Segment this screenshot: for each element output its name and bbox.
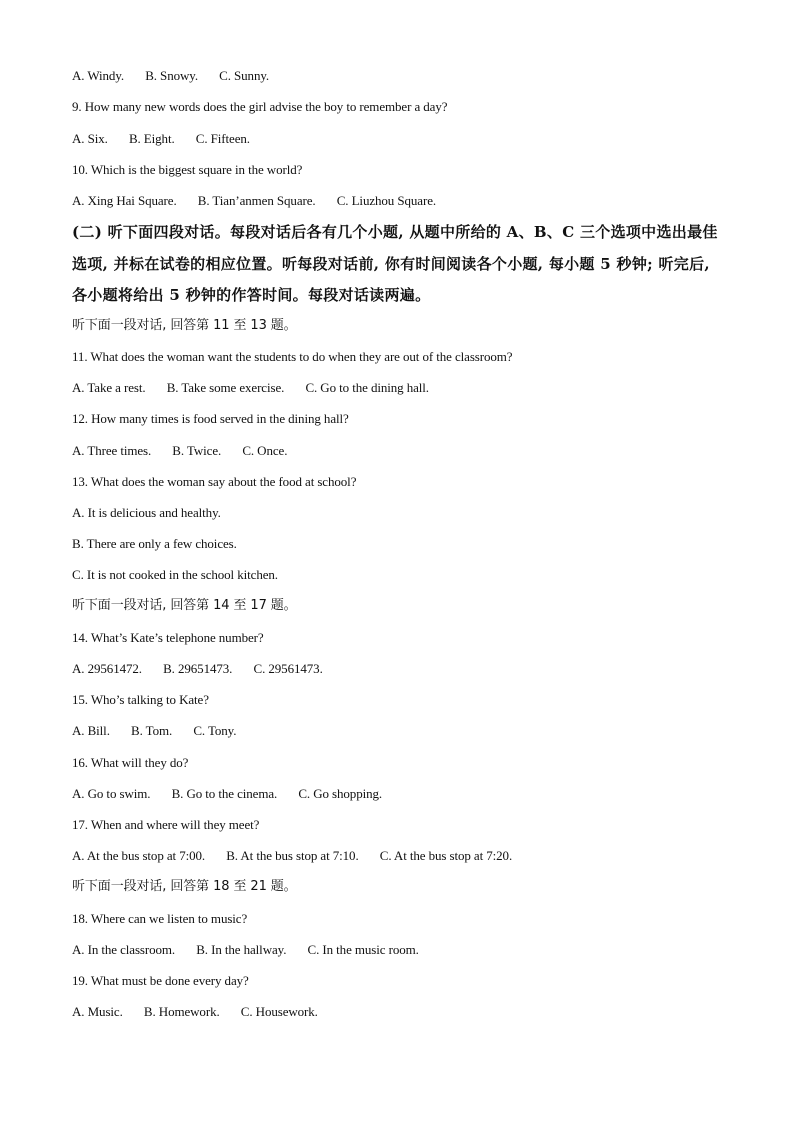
- q12-option-c: C. Once.: [242, 443, 288, 458]
- section-2-instructions: (二) 听下面四段对话。每段对话后各有几个小题, 从题中所给的 A、B、C 三个选项中选出最佳选项, 并标在试卷的相应位置。听每段对话前, 你有时间阅读各个小题, 每小题 5 秒钟; 听完后, 各小题将给出 5 秒钟的作答时间。每段对话读两遍。: [72, 223, 718, 304]
- q17-option-a: A. At the bus stop at 7:00.: [72, 848, 206, 863]
- q18-option-a: A. In the classroom.: [72, 942, 176, 957]
- q11-option-c: C. Go to the dining hall.: [305, 380, 429, 395]
- q10-option-c: C. Liuzhou Square.: [336, 193, 437, 208]
- q17-question: 17. When and where will they meet?: [72, 817, 260, 832]
- q13-option-c: C. It is not cooked in the school kitchen.: [72, 567, 278, 582]
- q19-options: [72, 1004, 318, 1020]
- q9-option-b: B. Eight.: [128, 131, 175, 146]
- dialog-a-intro: 听下面一段对话, 回答第 11 至 13 题。: [72, 318, 297, 333]
- dialog-c-intro: 听下面一段对话, 回答第 18 至 21 题。: [72, 879, 297, 894]
- q11-question: 11. What does the woman want the students to do when they are out of the classroom?: [72, 349, 513, 364]
- q12-option-b: B. Twice.: [172, 443, 222, 458]
- q19-question: 19. What must be done every day?: [72, 973, 249, 988]
- q16-option-b: B. Go to the cinema.: [171, 786, 278, 801]
- q8-options: [72, 68, 269, 84]
- q14-options: [72, 661, 323, 677]
- q13-option-a: A. It is delicious and healthy.: [72, 505, 221, 520]
- q15-question: 15. Who’s talking to Kate?: [72, 692, 209, 707]
- q15-option-a: A. Bill.: [72, 723, 110, 738]
- q10-question: 10. Which is the biggest square in the world?: [72, 162, 303, 177]
- q10-option-b: B. Tian’anmen Square.: [197, 193, 316, 208]
- q11-options: [72, 380, 429, 396]
- q19-option-c: C. Housework.: [240, 1004, 318, 1019]
- q12-question: 12. How many times is food served in the dining hall?: [72, 411, 349, 426]
- q16-question: 16. What will they do?: [72, 755, 189, 770]
- q14-option-a: A. 29561472.: [72, 661, 142, 676]
- q8-option-b: B. Snowy.: [145, 68, 198, 83]
- q9-question: 9. How many new words does the girl advise the boy to remember a day?: [72, 99, 448, 114]
- q17-option-b: B. At the bus stop at 7:10.: [226, 848, 359, 863]
- q18-options: [72, 942, 419, 958]
- q17-option-c: C. At the bus stop at 7:20.: [379, 848, 513, 863]
- dialog-b-intro: 听下面一段对话, 回答第 14 至 17 题。: [72, 598, 297, 613]
- q18-option-c: C. In the music room.: [307, 942, 419, 957]
- q14-option-c: C. 29561473.: [253, 661, 323, 676]
- q15-options: [72, 723, 236, 739]
- q16-option-c: C. Go shopping.: [298, 786, 383, 801]
- q16-options: [72, 786, 382, 802]
- q16-option-a: A. Go to swim.: [72, 786, 151, 801]
- q19-option-b: B. Homework.: [143, 1004, 220, 1019]
- q18-option-b: B. In the hallway.: [196, 942, 287, 957]
- q8-option-a: A. Windy.: [72, 68, 125, 83]
- q12-option-a: A. Three times.: [72, 443, 152, 458]
- q9-options: [72, 131, 250, 147]
- q11-option-b: B. Take some exercise.: [166, 380, 285, 395]
- q12-options: [72, 443, 287, 459]
- q15-option-b: B. Tom.: [131, 723, 173, 738]
- q15-option-c: C. Tony.: [193, 723, 237, 738]
- q10-option-a: A. Xing Hai Square.: [72, 193, 177, 208]
- q14-question: 14. What’s Kate’s telephone number?: [72, 630, 264, 645]
- q14-option-b: B. 29651473.: [163, 661, 233, 676]
- q17-options: [72, 848, 512, 864]
- q13-option-b: B. There are only a few choices.: [72, 536, 237, 551]
- q10-options: [72, 193, 436, 209]
- q18-question: 18. Where can we listen to music?: [72, 911, 248, 926]
- q19-option-a: A. Music.: [72, 1004, 123, 1019]
- q9-option-a: A. Six.: [72, 131, 108, 146]
- q8-option-c: C. Sunny.: [219, 68, 270, 83]
- q11-option-a: A. Take a rest.: [72, 380, 146, 395]
- q13-question: 13. What does the woman say about the food at school?: [72, 474, 357, 489]
- q9-option-c: C. Fifteen.: [195, 131, 250, 146]
